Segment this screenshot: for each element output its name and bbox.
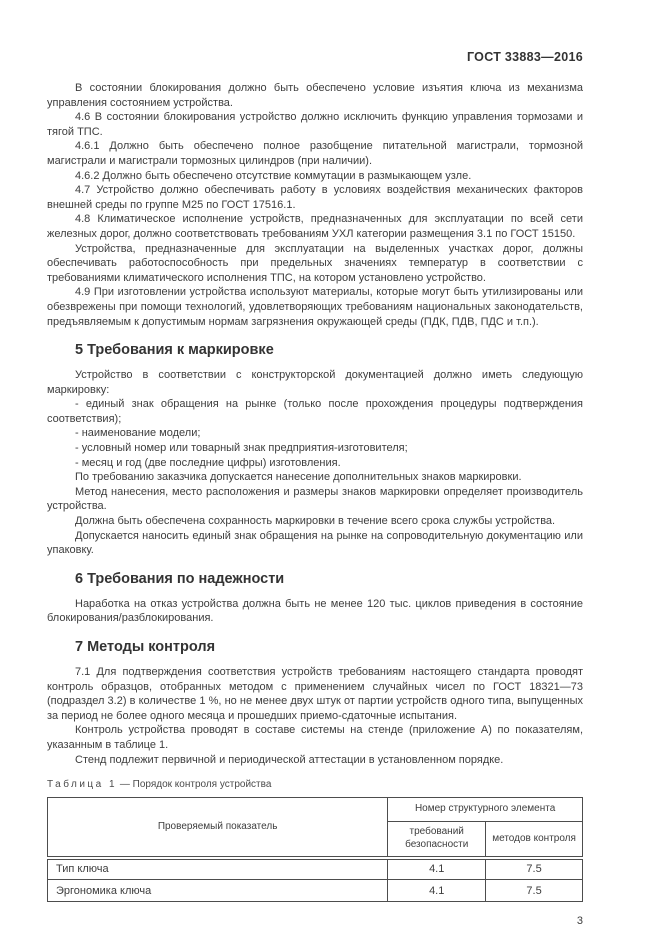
cell-control-ref: 7.5 — [486, 858, 583, 880]
cell-control-ref: 7.5 — [486, 880, 583, 902]
col-header-group: Номер структурного элемента — [388, 798, 583, 822]
table-row — [48, 858, 583, 880]
section-5-block — [47, 368, 583, 558]
section-7-block — [47, 665, 583, 767]
doc-number-header: ГОСТ 33883—2016 — [466, 50, 583, 64]
body-paragraph: 4.6.2 Должно быть обеспечено отсутствие коммутации в размыкающем узле. — [75, 169, 472, 182]
body-paragraph: Допускается наносить единый знак обращения на рынке на сопроводительную документацию или упаковку. — [47, 529, 583, 557]
body-paragraph: Должна быть обеспечена сохранность маркировки в течение всего срока службы устройства. — [75, 515, 556, 528]
col-header-control: методов контроля — [486, 822, 583, 858]
col-header-indicator: Проверяемый показатель — [48, 798, 388, 858]
section-6-heading: 6 Требования по надежности — [75, 570, 285, 587]
table-header — [48, 798, 583, 858]
body-paragraph: 4.7 Устройство должно обеспечивать работу в условиях воздействия механических факторов внешней среды по группе М25 по ГОСТ 17516.1. — [47, 184, 583, 211]
body-paragraph: 7.1 Для подтверждения соответствия устройств требованиям настоящего стандарта проводят контроль образцов, отобранных методом с применением случайных чисел по ГОСТ 18321—73 (подраздел 3.2) в количестве 1 %, но не менее двух штук от партии устройств одного типа, выпущенных за период не более одного месяца и прошедших приемо-сдаточные испытания. — [47, 666, 583, 722]
table-row — [48, 880, 583, 902]
body-paragraph: 4.6 В состоянии блокирования устройство должно исключить функцию управления тормозами и тягой ТПС. — [47, 111, 583, 138]
body-paragraph: Наработка на отказ устройства должна быть не менее 120 тыс. циклов приведения в состояние блокирования/разблокирования. — [47, 597, 583, 625]
body-paragraph: Устройство в соответствии с конструкторской документацией должно иметь следующую маркировку: — [47, 369, 583, 396]
section-5-heading: 5 Требования к маркировке — [75, 342, 274, 359]
table-caption-dash: — — [119, 779, 130, 791]
section-6-block — [47, 597, 583, 626]
list-item-paragraph: - единый знак обращения на рынке (только после прохождения процедуры подтверждения соответствия); — [47, 398, 583, 425]
body-paragraph: В состоянии блокирования должно быть обеспечено условие изъятия ключа из механизма управления состоянием устройства. — [47, 82, 583, 109]
body-paragraph: Метод нанесения, место расположения и размеры знаков маркировки определяет производитель устройства. — [47, 485, 583, 513]
table-caption — [47, 779, 583, 790]
col-header-safety: требований безопасности — [388, 822, 486, 858]
cell-safety-ref: 4.1 — [388, 880, 486, 902]
table-caption-text: Порядок контроля устройства — [132, 779, 272, 791]
intro-block — [47, 81, 583, 329]
body-paragraph: 4.9 При изготовлении устройства используют материалы, которые могут быть утилизированы или обезврежены при помощи технологий, удовлетворяющих требованиям национальных законодательств, предъявляемым к допустимым нормам загрязнения окружающей среды (ПДК, ПДВ, ПДС и т.п.). — [47, 286, 583, 328]
table-caption-label: Таблица 1 — [47, 779, 118, 791]
list-item-paragraph: - наименование модели; — [75, 427, 201, 440]
body-paragraph: Стенд подлежит первичной и периодической аттестации в установленном порядке. — [75, 753, 504, 766]
body-paragraph: 4.8 Климатическое исполнение устройств, предназначенных для эксплуатации по всей сети железных дорог, должно соответствовать требованиям УХЛ категории размещения 3.1 по ГОСТ 15150. — [47, 213, 583, 240]
list-item-paragraph: - месяц и год (две последние цифры) изготовления. — [75, 456, 341, 469]
cell-indicator: Эргономика ключа — [48, 880, 388, 902]
body-paragraph: Контроль устройства проводят в составе системы на стенде (приложение А) по показателям, указанным в таблице 1. — [47, 724, 583, 751]
page-number: 3 — [576, 915, 583, 928]
section-7-heading: 7 Методы контроля — [75, 639, 216, 655]
cell-safety-ref: 4.1 — [388, 858, 486, 880]
control-order-table — [47, 797, 583, 902]
body-paragraph: 4.6.1 Должно быть обеспечено полное разобщение питательной магистрали, тормозной магистрали и магистрали тормозных цилиндров (при наличии). — [47, 140, 583, 167]
list-item-paragraph: - условный номер или товарный знак предприятия-изготовителя; — [75, 442, 408, 455]
body-paragraph: По требованию заказчика допускается нанесение дополнительных знаков маркировки. — [75, 471, 522, 484]
cell-indicator: Тип ключа — [48, 858, 388, 880]
body-paragraph: Устройства, предназначенные для эксплуатации на выделенных участках дорог, должны обеспечивать работоспособность при предельных значениях температур в соответствии с требованиями климатического исполнения ТПС, на котором установлено устройство. — [47, 242, 583, 284]
